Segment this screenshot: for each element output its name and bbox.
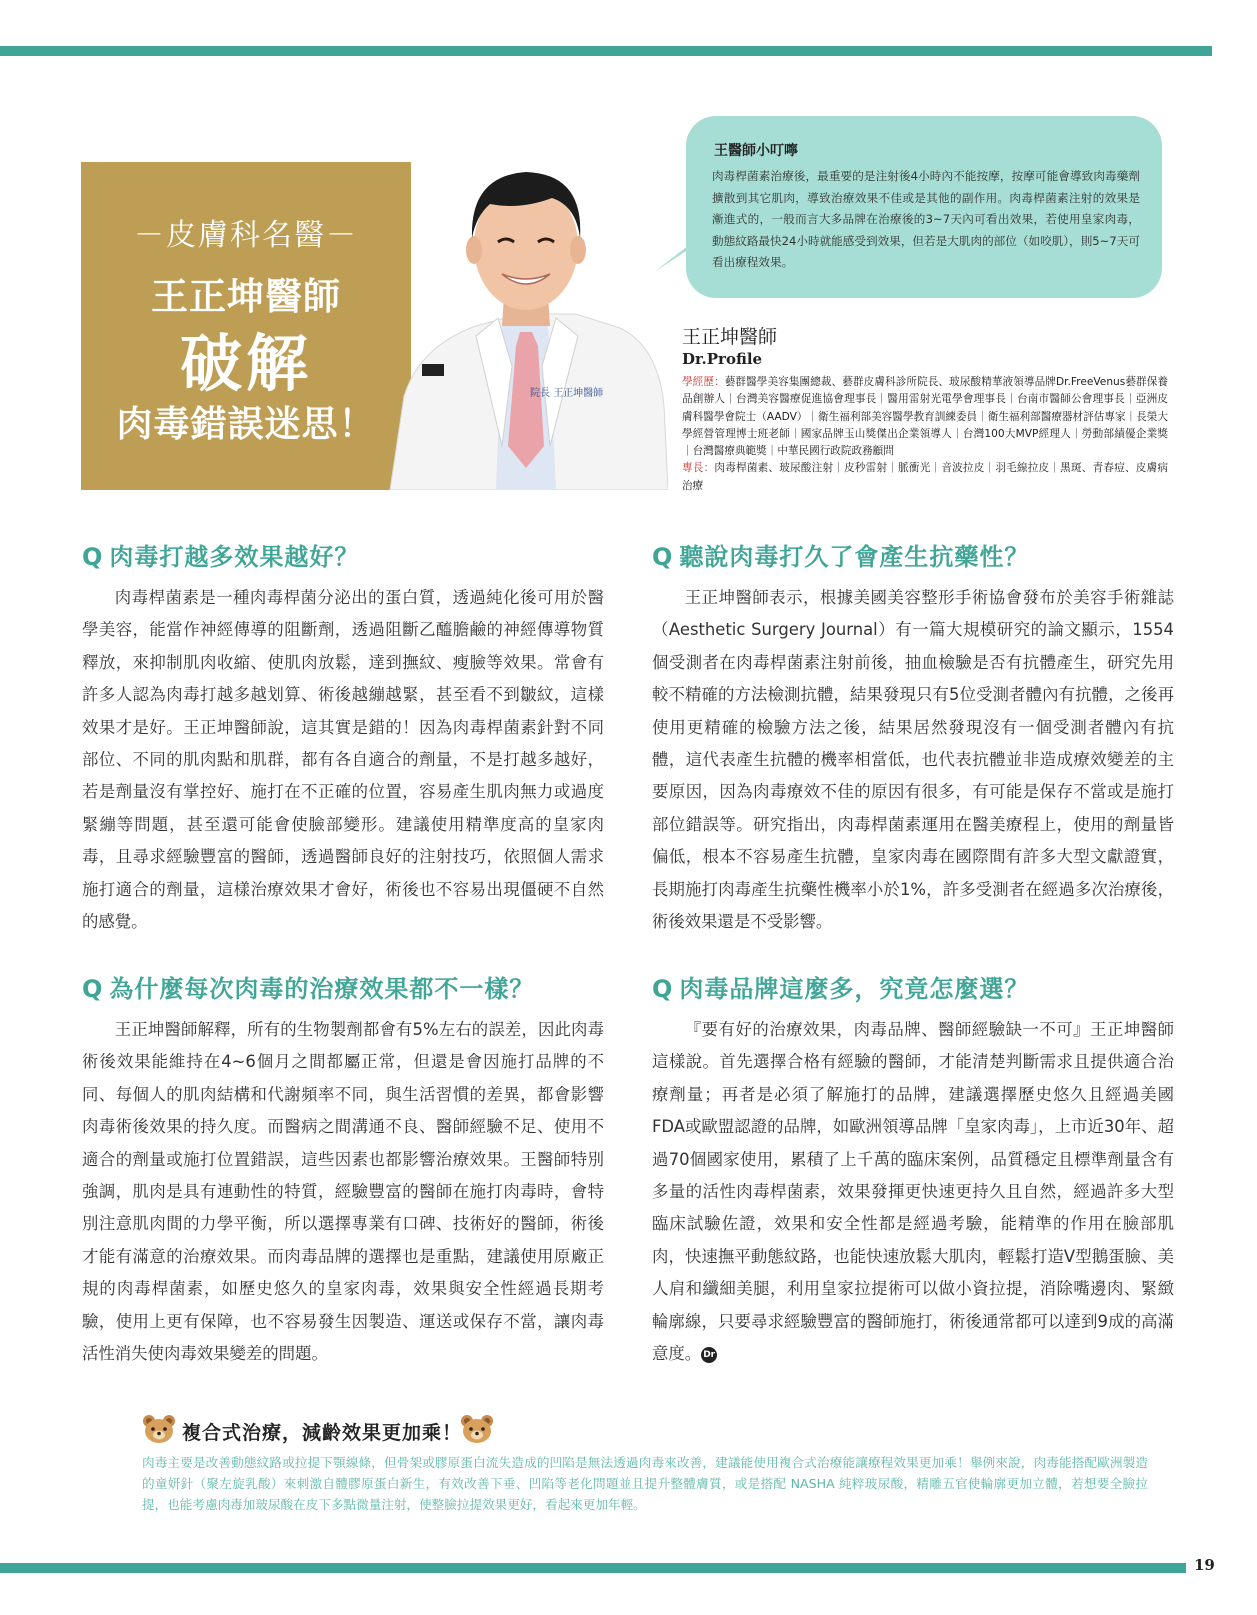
bear-icon xyxy=(142,1414,176,1444)
specialty-text: 肉毒桿菌素、玻尿酸注射｜皮秒雷射｜脈衝光｜音波拉皮｜羽毛線拉皮｜黑斑、青春痘、皮膚病治療 xyxy=(682,462,1169,492)
article-q3-heading xyxy=(82,972,604,1006)
top-accent-bar xyxy=(0,46,1212,56)
article-q1 xyxy=(82,540,604,938)
article-q2-body: 王正坤醫師表示，根據美國美容整形手術協會發布於美容手術雜誌（Aesthetic Surgery Journal）有一篇大規模研究的論文顯示，1554個受測者在肉毒桿菌素注射前後，抽血檢驗是否有抗體產生，研究先用較不精確的方法檢測抗體，結果發現只有5位受測者體內有抗體，之後再使用更精確的檢驗方法之後，結果居然發現沒有一個受測者體內有抗體，這代表產生抗體的機率相當低，也代表抗體並非造成療效變差的主要原因，因為肉毒療效不佳的原因有很多，有可能是保存不當或是施打部位錯誤等。研究指出，肉毒桿菌素運用在醫美療程上，使用的劑量皆偏低，根本不容易產生抗體，皇家肉毒在國際間有許多大型文獻證實，長期施打肉毒產生抗藥性機率小於1%，許多受測者在經過多次治療後，術後效果還是不受影響。 xyxy=(652,588,1174,932)
article-q1-title: 肉毒打越多效果越好？ xyxy=(109,543,360,571)
profile-name: 王正坤醫師 xyxy=(682,326,778,348)
combo-text: 肉毒主要是改善動態紋路或拉提下顎線條，但骨架或膠原蛋白流失造成的凹陷是無法透過肉毒來改善，建議能使用複合式治療能讓療程效果更加乘！舉例來說，肉毒能搭配歐洲製造的童妍針（聚左旋乳酸）來刺激自體膠原蛋白新生，有效改善下垂、凹陷等老化問題並且提升整體膚質，或是搭配 NASHA 純粹玻尿酸，精雕五官使輪廓更加立體，若想要全臉拉提，也能考慮肉毒加玻尿酸在皮下多點微量注射，使整臉拉提效果更好，看起來更加年輕。 xyxy=(142,1455,1148,1512)
title-doctor-name: 王正坤醫師 xyxy=(151,274,341,318)
specialty-label: 專長： xyxy=(682,462,715,475)
profile-text xyxy=(682,374,1168,495)
article-q3 xyxy=(82,972,604,1370)
q-marker: Q xyxy=(82,975,104,1003)
page-number: 19 xyxy=(1194,1556,1215,1574)
article-q4-body: 『要有好的治療效果，肉毒品牌、醫師經驗缺一不可』王正坤醫師這樣說。首先選擇合格有經驗的醫師，才能清楚判斷需求且提供適合治療劑量；再者是必須了解施打的品牌，建議選擇歷史悠久且經過美國FDA或歐盟認證的品牌，如歐洲領導品牌「皇家肉毒」，上市近30年、超過70個國家使用，累積了上千萬的臨床案例，品質穩定且標準劑量含有多量的活性肉毒桿菌素，效果發揮更快速更持久且自然，經過許多大型臨床試驗佐證，效果和安全性都是經過考驗，能精準的作用在臉部肌肉，快速撫平動態紋路，也能快速放鬆大肌肉，輕鬆打造V型鵝蛋臉、美人肩和纖細美腿，利用皇家拉提術可以做小資拉提，消除嘴邊肉、緊緻輪廓線，只要尋求經驗豐富的醫師施打，術後通常都可以達到9成的高滿意度。 xyxy=(652,1020,1174,1364)
article-q2-title: 聽說肉毒打久了會產生抗藥性？ xyxy=(679,543,1030,571)
article-q4-title: 肉毒品牌這麼多，究竟怎麼選？ xyxy=(679,975,1030,1003)
coat-embroidery: 院長 王正坤醫師 xyxy=(530,388,604,399)
q-marker: Q xyxy=(652,975,674,1003)
tip-bubble xyxy=(686,116,1162,298)
doctor-photo xyxy=(380,146,668,490)
end-mark-icon: Dr xyxy=(701,1347,717,1363)
profile-subtitle: Dr.Profile xyxy=(682,350,763,368)
article-q1-heading xyxy=(82,540,604,574)
title-subtitle: 肉毒錯誤迷思！ xyxy=(116,404,376,445)
tip-text: 肉毒桿菌素治療後，最重要的是注射後4小時內不能按摩，按摩可能會導致肉毒藥劑擴散到其它肌肉，導致治療效果不佳或是其他的副作用。肉毒桿菌素注射的效果是漸進式的，一般而言大多品牌在治療後的3~7天內可看出效果，若使用皇家肉毒，動態紋路最快24小時就能感受到效果，但若是大肌肉的部位（如咬肌），則5~7天可看出療程效果。 xyxy=(712,169,1140,269)
tip-title: 王醫師小叮嚀 xyxy=(714,143,798,159)
q-marker: Q xyxy=(652,543,674,571)
career-text: 藝群醫學美容集團總裁、藝群皮膚科診所院長、玻尿酸精華液領導品牌Dr.FreeVenus藝群保養品創辦人｜台灣美容醫療促進協會理事長｜醫用雷射光電學會理事長｜台南市醫師公會理事長｜亞洲皮膚科醫學會院士（AADV）｜衛生福利部美容醫學教育訓練委員｜衛生福利部醫療器材評估專家｜長榮大學經營管理博士班老師｜國家品牌玉山獎傑出企業領導人｜台灣100大MVP經理人｜勞動部績優企業獎｜台灣醫療典範獎｜中華民國行政院政務顧問 xyxy=(682,376,1169,458)
title-headline: 破解 xyxy=(179,327,312,400)
title-block xyxy=(81,162,411,490)
article-q4-body-wrap xyxy=(652,1014,1174,1370)
article-q2-heading xyxy=(652,540,1174,574)
career-label: 學經歷： xyxy=(682,376,725,388)
article-q4-heading xyxy=(652,972,1174,1006)
q-marker: Q xyxy=(82,543,104,571)
combo-title: 複合式治療，減齡效果更加乘！ xyxy=(182,1422,463,1444)
article-q3-title: 為什麼每次肉毒的治療效果都不一樣？ xyxy=(109,975,535,1003)
article-q3-body: 王正坤醫師解釋，所有的生物製劑都會有5%左右的誤差，因此肉毒術後效果能維持在4~6個月之間都屬正常，但還是會因施打品牌的不同、每個人的肌肉結構和代謝頻率不同，與生活習慣的差異，都會影響肉毒術後效果的持久度。而醫病之間溝通不良、醫師經驗不足、使用不適合的劑量或施打位置錯誤，這些因素也都影響治療效果。王醫師特別強調，肌肉是具有連動性的特質，經驗豐富的醫師在施打肉毒時，會特別注意肌肉間的力學平衡，所以選擇專業有口碑、技術好的醫師，術後才能有滿意的治療效果。而肉毒品牌的選擇也是重點，建議使用原廠正規的肉毒桿菌素，如歷史悠久的皇家肉毒，效果與安全性經過長期考驗，使用上更有保障，也不容易發生因製造、運送或保存不當，讓肉毒活性消失使肉毒效果變差的問題。 xyxy=(82,1020,604,1364)
bottom-accent-bar xyxy=(0,1563,1186,1573)
bear-icon xyxy=(460,1414,494,1444)
title-kicker: －皮膚科名醫－ xyxy=(134,218,358,253)
article-q1-body: 肉毒桿菌素是一種肉毒桿菌分泌出的蛋白質，透過純化後可用於醫學美容，能當作神經傳導的阻斷劑，透過阻斷乙醯膽鹼的神經傳導物質釋放，來抑制肌肉收縮、使肌肉放鬆，達到撫紋、瘦臉等效果。常會有許多人認為肉毒打越多越划算、術後越繃越緊，甚至看不到皺紋，這樣效果才是好。王正坤醫師說，這其實是錯的！因為肉毒桿菌素針對不同部位、不同的肌肉點和肌群，都有各自適合的劑量，不是打越多越好，若是劑量沒有掌控好、施打在不正確的位置，容易產生肌肉無力或過度緊繃等問題，甚至還可能會使臉部變形。建議使用精準度高的皇家肉毒，且尋求經驗豐富的醫師，透過醫師良好的注射技巧，依照個人需求施打適合的劑量，這樣治療效果才會好，術後也不容易出現僵硬不自然的感覺。 xyxy=(82,588,604,932)
article-q4 xyxy=(652,972,1174,1370)
article-q2 xyxy=(652,540,1174,938)
